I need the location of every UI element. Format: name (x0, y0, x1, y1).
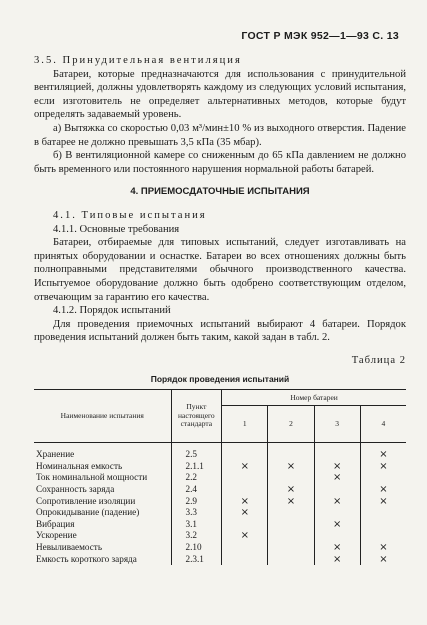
mark-battery-2: × (268, 495, 314, 507)
mark-battery-1 (222, 443, 268, 461)
mark-battery-3: × (314, 519, 360, 531)
clause-number: 2.1.1 (171, 461, 222, 473)
section-4-1-title: 4.1. Типовые испытания (53, 209, 207, 221)
test-name: Ток номинальной мощности (36, 472, 148, 483)
mark-battery-3 (314, 443, 360, 461)
column-header-clause: Пункт настоящего стандарта (171, 390, 222, 443)
mark-battery-4 (360, 472, 406, 484)
table-row (34, 472, 406, 484)
mark-battery-3: × (314, 542, 360, 554)
mark-battery-1 (222, 542, 268, 554)
mark-battery-2 (268, 530, 314, 542)
mark-battery-1: × (240, 507, 249, 519)
battery-header-1: 1 (222, 406, 268, 443)
mark-battery-3: × (314, 461, 360, 473)
mark-battery-2 (268, 553, 314, 565)
mark-battery-1 (222, 553, 268, 565)
mark-battery-2: × (268, 484, 314, 496)
table-row (34, 553, 406, 565)
clause-number: 3.2 (171, 530, 222, 542)
mark-battery-3: × (314, 472, 360, 484)
mark-battery-4: × (360, 495, 406, 507)
table-row (34, 443, 406, 461)
mark-battery-2 (268, 472, 314, 484)
mark-battery-3: × (314, 495, 360, 507)
mark-battery-3 (314, 484, 360, 496)
mark-battery-4: × (360, 484, 406, 496)
mark-battery-4 (360, 507, 406, 519)
table-row (34, 530, 406, 542)
section-3-5-title: 3.5. Принудительная вентиляция (34, 55, 242, 66)
mark-battery-4: × (360, 553, 406, 565)
mark-battery-1 (222, 519, 268, 531)
test-order-table (34, 389, 406, 565)
column-header-battery-number: Номер батареи (222, 390, 406, 406)
mark-battery-2: × (268, 461, 314, 473)
clause-number: 2.4 (171, 484, 222, 496)
mark-battery-2 (268, 519, 314, 531)
test-name: Номинальная емкость (36, 460, 123, 471)
mark-battery-3 (314, 507, 360, 519)
mark-battery-4 (360, 519, 406, 531)
mark-battery-1: × (240, 530, 249, 542)
section-3-5-paragraph: Батареи, которые предназначаются для использования с принудительной вентиляцией, должны удовлетворять каждому из следующих условий испытания, если изготовитель не определяет альтернативных методов, которые будут определять задаваемый уровень. (34, 68, 406, 121)
mark-battery-3 (314, 530, 360, 542)
table-title: Порядок проведения испытаний (150, 374, 290, 385)
page-header: ГОСТ Р МЭК 952—1—93 С. 13 (241, 30, 399, 42)
mark-battery-4: × (360, 461, 406, 473)
mark-battery-2 (268, 507, 314, 519)
clause-number: 2.9 (171, 495, 222, 507)
table-row (34, 519, 406, 531)
mark-battery-4: × (360, 443, 406, 461)
test-name: Емкость короткого заряда (36, 553, 137, 564)
mark-battery-4: × (360, 542, 406, 554)
clause-number: 2.2 (171, 472, 222, 484)
clause-number: 3.1 (171, 519, 222, 531)
test-name: Ускорение (36, 530, 77, 541)
battery-header-3: 3 (314, 406, 360, 443)
section-4-1-1-title: 4.1.1. Основные требования (53, 223, 180, 235)
battery-header-4: 4 (360, 406, 406, 443)
test-name: Вибрация (36, 518, 75, 529)
section-4-title: 4. ПРИЕМОСДАТОЧНЫЕ ИСПЫТАНИЯ (130, 186, 310, 198)
test-name: Сохранность заряда (36, 484, 115, 495)
mark-battery-4 (360, 530, 406, 542)
mark-battery-1 (222, 472, 268, 484)
page-content (34, 54, 406, 565)
column-header-test-name: Наименование испытания (34, 390, 171, 443)
table-row (34, 542, 406, 554)
battery-header-2: 2 (268, 406, 314, 443)
mark-battery-1: × (240, 495, 249, 507)
section-3-5-item-b: б) В вентиляционной камере со сниженным до 65 кПа давлением не должно быть временного или постоянного нарушения нормальной работы батарей. (34, 150, 406, 175)
table-row (34, 507, 406, 519)
section-4-1-1-paragraph: Батареи, отбираемые для типовых испытаний, следует изготавливать на принятых оборудовании и оснастке. Батареи во всех отношениях должны быть полноправными представителями обычного производственного качества. Испытуемое оборудование должно быть одобрено соответствующим отделом, отвечающим за гарантию его качества. (34, 237, 406, 303)
mark-battery-2 (268, 443, 314, 461)
clause-number: 2.5 (171, 443, 222, 461)
table-row (34, 495, 406, 507)
test-name: Невыливаемость (36, 542, 103, 552)
section-4-1-2-paragraph: Для проведения приемочных испытаний выбирают 4 батареи. Порядок проведения испытаний должен быть таким, какой задан в табл. 2. (34, 318, 406, 344)
test-name: Хранение (36, 449, 75, 460)
table-row (34, 461, 406, 473)
mark-battery-3: × (314, 553, 360, 565)
test-name: Сопротивление изоляции (36, 495, 136, 506)
clause-number: 2.3.1 (171, 553, 222, 565)
mark-battery-1: × (240, 460, 249, 472)
mark-battery-2 (268, 542, 314, 554)
section-4-1-2-title: 4.1.2. Порядок испытаний (53, 305, 171, 317)
clause-number: 3.3 (171, 507, 222, 519)
test-name: Опрокидывание (падение) (36, 507, 140, 518)
mark-battery-1 (222, 484, 268, 496)
table-caption: Таблица 2 (351, 354, 406, 366)
section-3-5-item-a: а) Вытяжка со скоростью 0,03 м³/мин±10 % из выходного отверстия. Падение в батарее не должно превышать 3,5 кПа (35 мбар). (34, 122, 406, 148)
table-row (34, 484, 406, 496)
clause-number: 2.10 (171, 542, 222, 554)
